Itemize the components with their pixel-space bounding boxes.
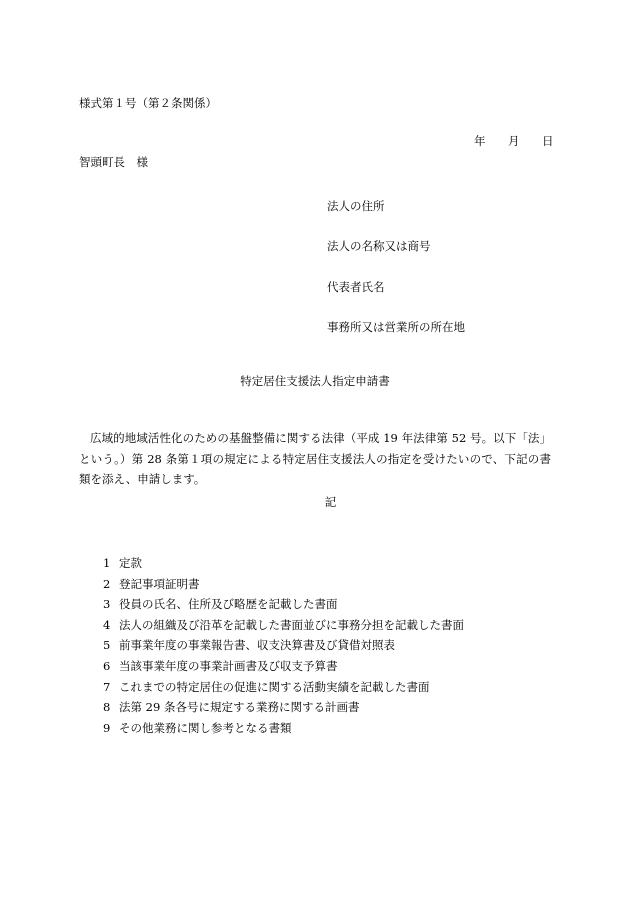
list-item — [103, 599, 464, 620]
date-month-label: 月 — [508, 134, 520, 148]
item-number: 5 — [103, 638, 111, 653]
item-text: 定款 — [119, 556, 142, 570]
item-text: その他業務に関し参考となる書類 — [119, 720, 292, 735]
list-item — [103, 679, 464, 703]
item-number: 7 — [103, 679, 111, 694]
item-text: 前事業年度の事業報告書、収支決算書及び貸借対照表 — [119, 638, 395, 653]
item-number: 3 — [103, 597, 111, 612]
item-text: 登記事項証明書 — [119, 576, 200, 591]
applicant-address-label: 法人の住所 — [327, 199, 385, 213]
applicant-name-label: 法人の名称又は商号 — [327, 239, 431, 253]
date-line — [474, 136, 554, 150]
item-text: 法第 29 条各号に規定する業務に関する計画書 — [119, 700, 360, 715]
date-day-label: 日 — [542, 134, 554, 148]
item-text: 当該事業年度の事業計画書及び収支予算書 — [119, 658, 338, 673]
list-item — [103, 576, 464, 600]
form-number: 様式第１号（第２条関係） — [79, 96, 217, 110]
document-title: 特定居住支援法人指定申請書 — [240, 374, 390, 388]
list-item — [103, 658, 464, 682]
item-number: 8 — [103, 700, 111, 715]
item-number: 2 — [103, 576, 111, 591]
representative-name-label: 代表者氏名 — [327, 280, 385, 294]
item-number: 9 — [103, 720, 111, 735]
item-text: 役員の氏名、住所及び略歴を記載した書面 — [119, 597, 338, 612]
list-item — [103, 720, 464, 744]
list-item — [103, 617, 464, 641]
item-number: 1 — [103, 556, 111, 570]
list-item — [103, 558, 464, 579]
ki-heading: 記 — [324, 495, 337, 509]
attachment-list — [103, 558, 464, 743]
item-text: 法人の組織及び沿革を記載した書面並びに事務分担を記載した書面 — [119, 617, 464, 632]
application-statement: 広域的地域活性化のための基盤整備に関する法律（平成 19 年法律第 52 号。以下「法」という。）第 28 条第１項の規定による特定居住支援法人の指定を受けたいので、下記の書類を添え、申請します。 — [79, 431, 551, 486]
date-year-label: 年 — [474, 134, 486, 148]
office-location-label: 事務所又は営業所の所在地 — [327, 320, 465, 334]
list-item — [103, 702, 464, 723]
list-item — [103, 640, 464, 661]
item-text: これまでの特定居住の促進に関する活動実績を記載した書面 — [119, 679, 430, 694]
addressee: 智頭町長 様 — [79, 155, 148, 169]
item-number: 4 — [103, 617, 111, 632]
item-number: 6 — [103, 658, 111, 673]
